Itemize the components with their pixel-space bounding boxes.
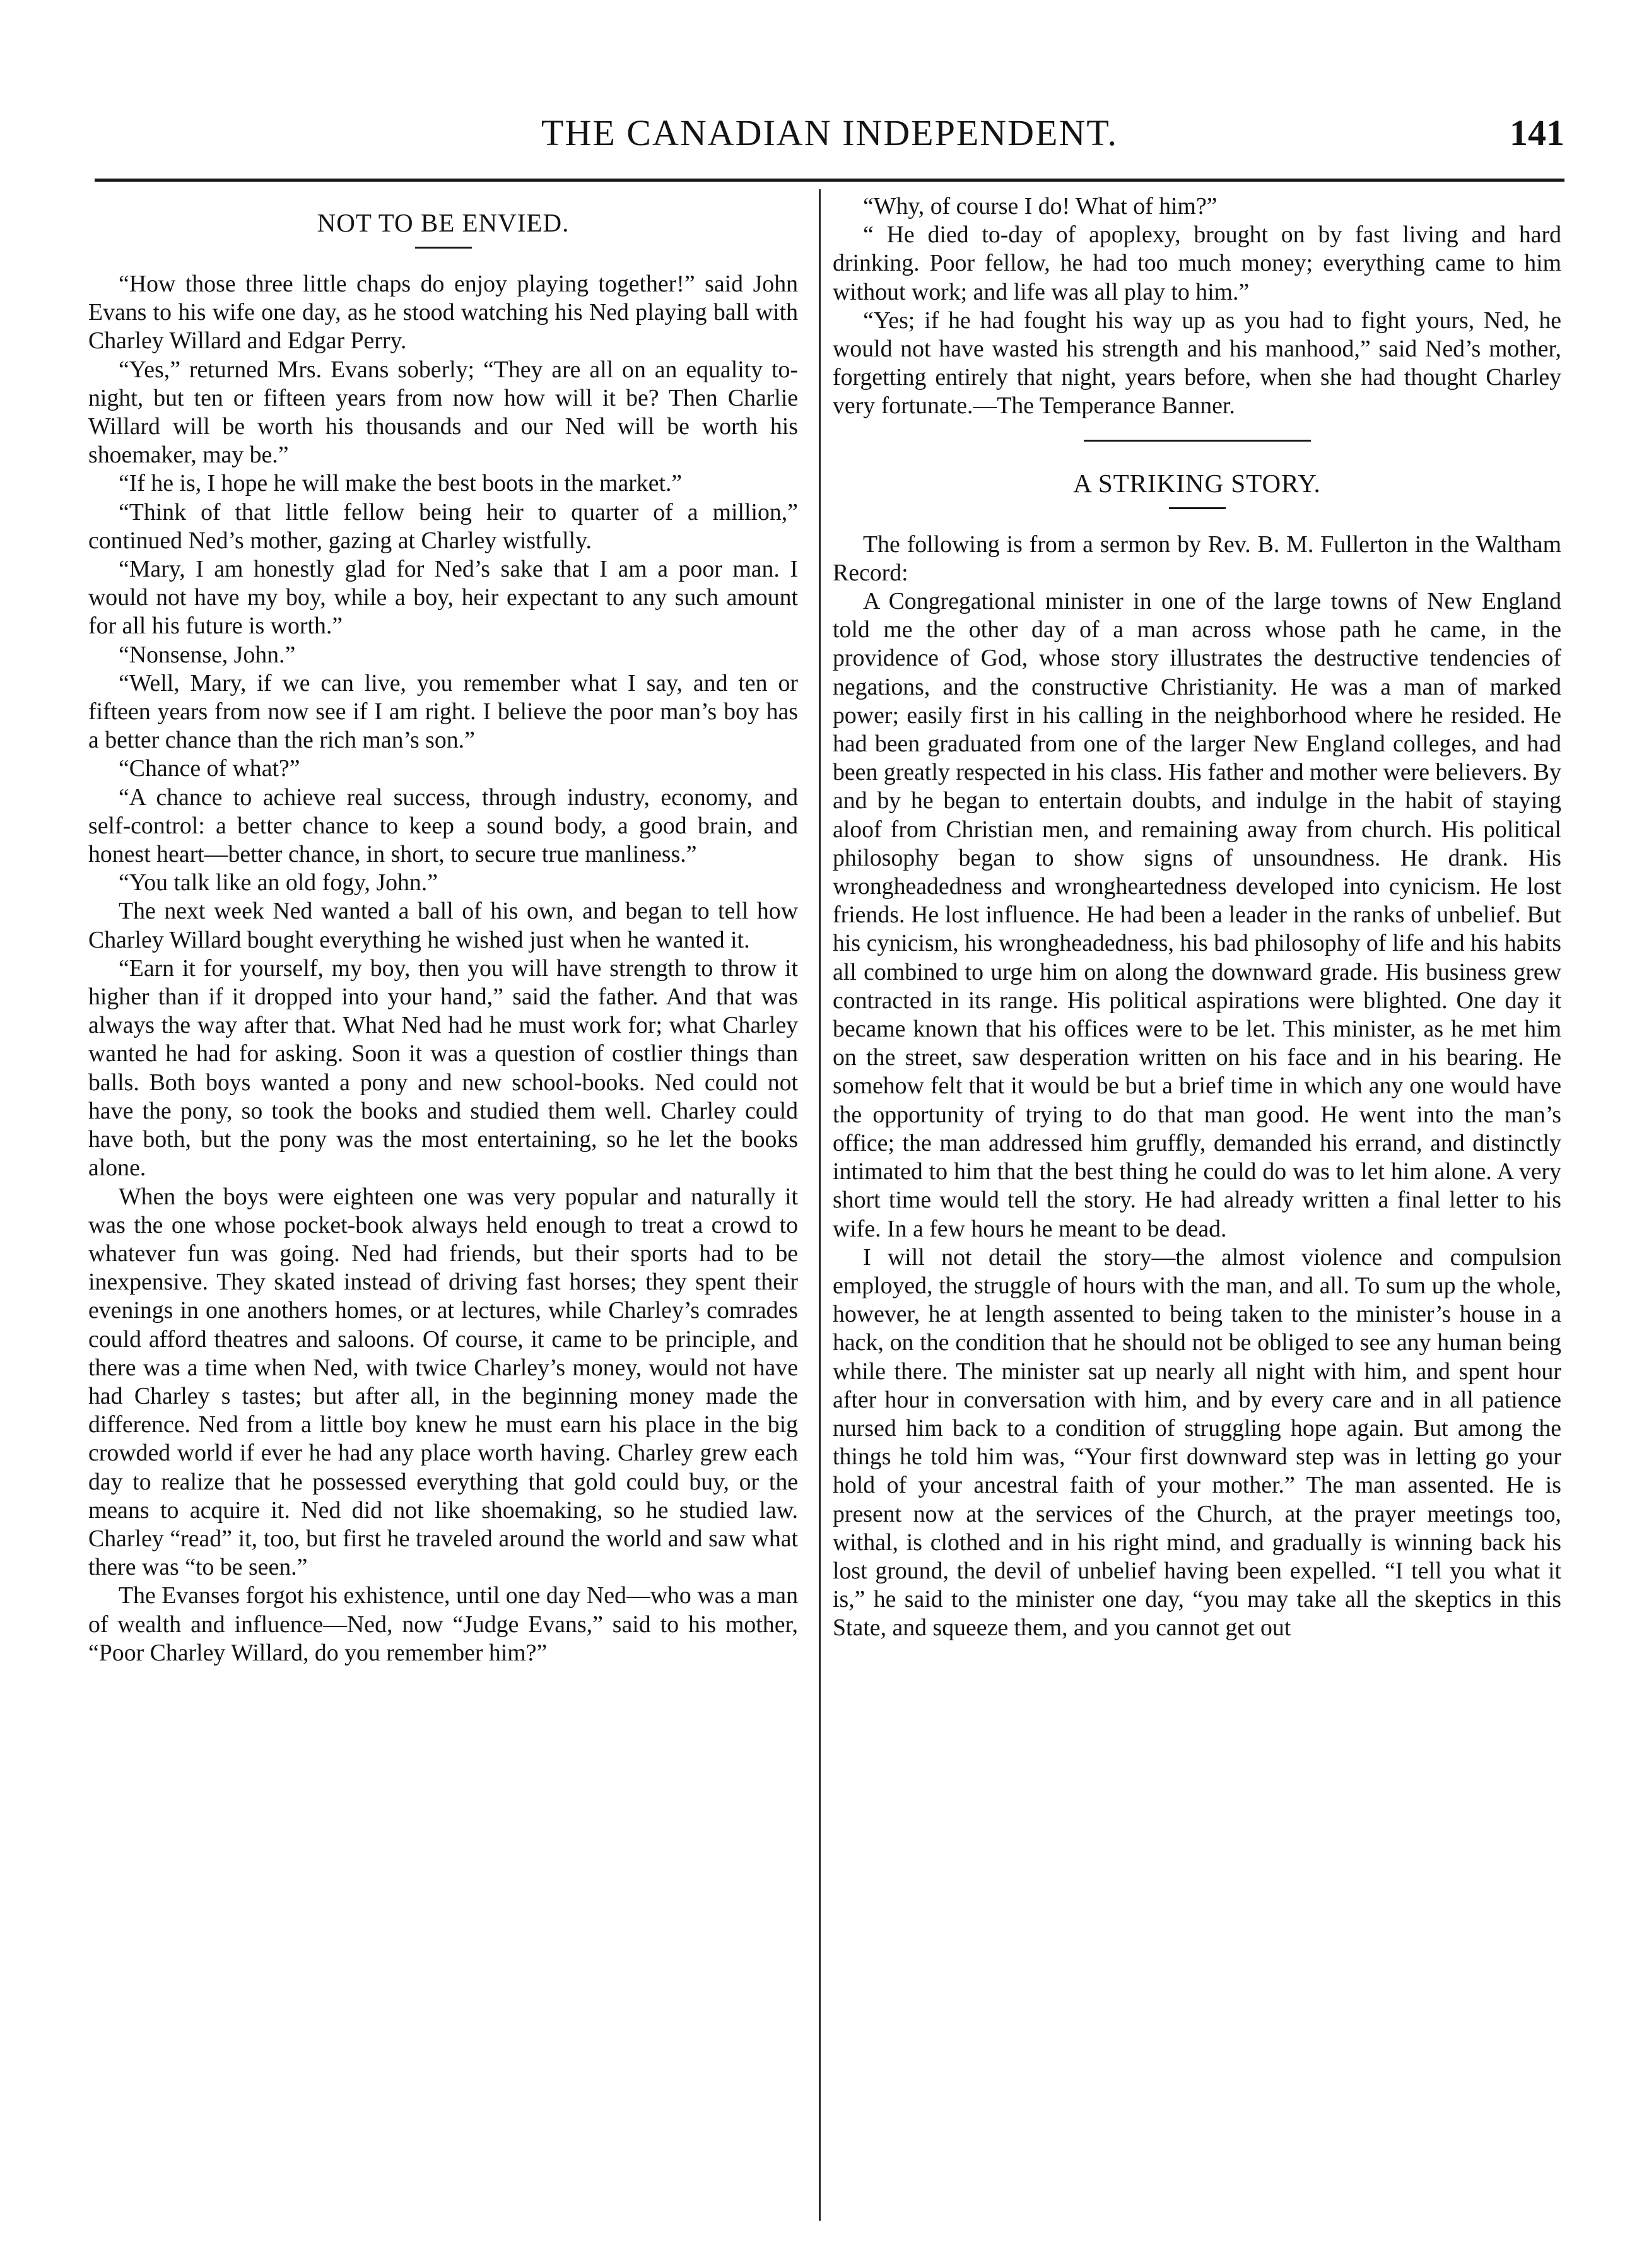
paragraph: “Nonsense, John.”	[119, 641, 296, 668]
page-number: 141	[1510, 112, 1564, 153]
paragraph: “Why, of course I do! What of him?”	[863, 193, 1218, 220]
paragraph: The Evanses forgot his exhistence, until one day Ned—who was a man of wealth and influence—Ned, now “Judge Evans,” said to his mother, “Poor Charley Willard, do you remember him?”	[88, 1582, 798, 1666]
paragraph: “Well, Mary, if we can live, you remember what I say, and ten or fifteen years from now see if I am right. I believe the poor man’s boy has a better chance than the rich man’s son.”	[88, 669, 798, 754]
paragraph: “ He died to-day of apoplexy, brought on by fast living and hard drinking. Poor fellow, he had too much money; everything came to him without work; and life was all play to him.”	[833, 221, 1561, 305]
paragraph: “Chance of what?”	[119, 755, 300, 782]
page-header	[95, 110, 1564, 161]
paragraph: “Earn it for yourself, my boy, then you will have strength to throw it higher than if it dropped into your hand,” said the father. And that was always the way after that. What Ned had he must work for; what Charley wanted he had for asking. Soon it was a question of costlier things than balls. Both boys wanted a pony and new school-books. Ned could not have the pony, so took the books and studied them well. Charley could have both, but the pony was the most entertaining, so he let the books alone.	[88, 955, 798, 1182]
paragraph: “Yes; if he had fought his way up as you had to fight yours, Ned, he would not have wasted his strength and his manhood,” said Ned’s mother, forgetting entirely that night, years before, when she had thought Charley very fortunate.—The Temperance Banner.	[833, 307, 1561, 420]
paragraph: “Think of that little fellow being heir to quarter of a million,” continued Ned’s mother, gazing at Charley wistfully.	[88, 498, 798, 554]
article-separator-rule	[1084, 440, 1311, 442]
paragraph: “Yes,” returned Mrs. Evans soberly; “They are all on an equality to-night, but ten or fifteen years from now how will it be? Then Charlie Willard will be worth his thousands and our Ned will be worth his shoemaker, may be.”	[88, 356, 798, 469]
paragraph: “Mary, I am honestly glad for Ned’s sake that I am a poor man. I would not have my boy, while a boy, heir expectant to any such amount for all his future is worth.”	[88, 556, 798, 640]
right-column	[833, 192, 1561, 1643]
paragraph: A Congregational minister in one of the large towns of New England told me the other day of a man across whose path he came, in the providence of God, whose story illustrates the destructive tendencies of negations, and the constructive Christianity. He was a man of marked power; easily first in his calling in the neighborhood where he resided. He had been graduated from one of the larger New England colleges, and had been greatly respected in his class. His father and mother were believers. By and by he began to entertain doubts, and indulge in the habit of staying aloof from Christian men, and remaining away from church. His political philosophy began to show signs of unsoundness. He drank. His wrongheadedness and wrongheartedness developed into cynicism. He lost friends. He lost influence. He had been a leader in the ranks of unbelief. But his cynicism, his wrongheadedness, his bad philosophy of life and his habits all combined to urge him on along the downward grade. His business grew contracted in its range. His political aspirations were blighted. One day it became known that his offices were to be let. This minister, as he met him on the street, saw desperation written on his face and in his bearing. He somehow felt that it would be but a brief time in which any one would have the opportunity of trying to do that man good. He went into the man’s office; the man addressed him gruffly, demanded his errand, and distinctly intimated to him that the best thing he could do was to let him alone. A very short time would tell the story. He had already written a final letter to his wife. In a few hours he meant to be dead.	[833, 588, 1561, 1242]
journal-title: THE CANADIAN INDEPENDENT.	[541, 112, 1118, 153]
left-column	[88, 192, 798, 1667]
column-divider	[819, 189, 821, 2221]
article-title-a-striking-story: A STRIKING STORY.	[1073, 468, 1321, 498]
paragraph: The following is from a sermon by Rev. B. M. Fullerton in the Waltham Record:	[833, 531, 1561, 586]
paragraph: I will not detail the story—the almost violence and compulsion employed, the struggle of hours with the man, and all. To sum up the whole, however, he at length assented to being taken to the minister’s house in a hack, on the condition that he should not be obliged to see any human being while there. The minister sat up nearly all night with him, and spent hour after hour in conversation with him, and by every care and in all patience nursed him back to a condition of struggling hope again. But among the things he told him was, “Your first downward step was in letting go your hold of your ancestral faith of your mother.” The man assented. He is present now at the services of the Church, at the prayer meetings too, withal, is clothed and in his right mind, and gradually is winning back his lost ground, the devil of unbelief having been expelled. “I tell you what it is,” he said to the minister one day, “you may take all the skeptics in this State, and squeeze them, and you cannot get out	[833, 1243, 1561, 1642]
paragraph: The next week Ned wanted a ball of his own, and began to tell how Charley Willard bought everything he wished just when he wanted it.	[88, 898, 798, 953]
paragraph: “How those three little chaps do enjoy playing together!” said John Evans to his wife one day, as he stood watching his Ned playing ball with Charley Willard and Edgar Perry.	[88, 271, 798, 355]
paragraph: “If he is, I hope he will make the best boots in the market.”	[119, 470, 683, 497]
title-rule	[1169, 507, 1226, 509]
paragraph: “A chance to achieve real success, through industry, economy, and self-control: a better chance to keep a sound body, a good brain, and honest heart—better chance, in short, to secure true manliness.”	[88, 784, 798, 868]
paragraph: “You talk like an old fogy, John.”	[119, 869, 438, 896]
title-rule	[415, 247, 472, 249]
paragraph: When the boys were eighteen one was very popular and naturally it was the one whose pocket-book always held enough to treat a crowd to whatever fun was going. Ned had friends, but their sports had to be inexpensive. They skated instead of driving fast horses; they spent their evenings in one anothers homes, or at lectures, while Charley’s comrades could afford theatres and saloons. Of course, it came to be principle, and there was a time when Ned, with twice Charley’s money, would not have had Charley s tastes; but after all, in the beginning money made the difference. Ned from a little boy knew he must earn his place in the big crowded world if ever he had any place worth having. Charley grew each day to realize that he possessed everything that gold could buy, or the means to acquire it. Ned did not like shoemaking, so he studied law. Charley “read” it, too, but first he traveled around the world and saw what there was “to be seen.”	[88, 1183, 798, 1581]
header-rule	[95, 179, 1564, 182]
article-title-not-to-be-envied: NOT TO BE ENVIED.	[317, 208, 570, 237]
